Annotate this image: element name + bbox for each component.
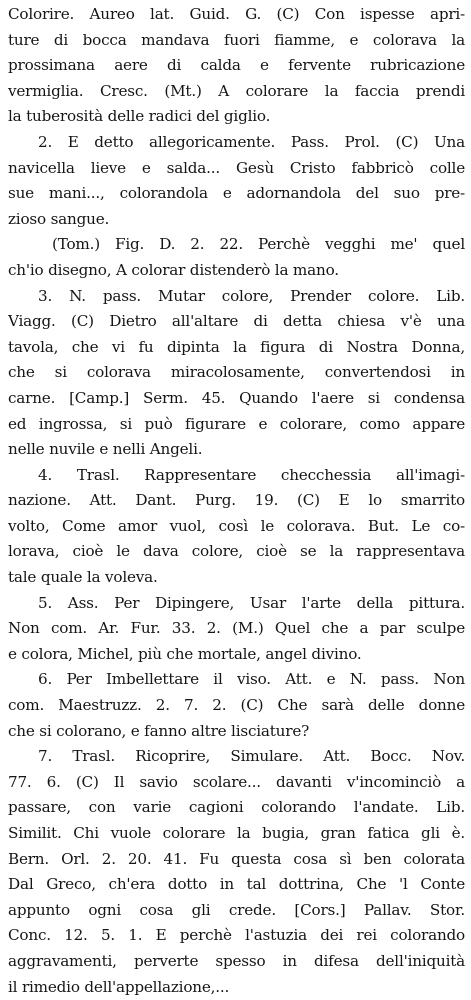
text-line: che si colorava miracolosamente, convertendosi in bbox=[8, 363, 465, 382]
text-line: navicella lieve e salda... Gesù Cristo fabbricò colle bbox=[8, 158, 465, 177]
text-line: com. Maestruzz. 2. 7. 2. (C) Che sarà delle donne bbox=[8, 696, 465, 715]
text-line: 6. Per Imbellettare il viso. Att. e N. pass. Non bbox=[38, 670, 465, 689]
text-line: 5. Ass. Per Dipingere, Usar l'arte della pittura. bbox=[38, 593, 465, 612]
text-line: 4. Trasl. Rappresentare checchessia all'imagi- bbox=[38, 465, 465, 484]
text-line: zioso sangue. bbox=[8, 209, 110, 228]
text-line: la tuberosità delle radici del giglio. bbox=[8, 107, 271, 126]
text-line: vermiglia. Cresc. (Mt.) A colorare la faccia prendi bbox=[8, 81, 465, 100]
text-line: tale quale la voleva. bbox=[8, 568, 158, 587]
text-line: prossimana aere di calda e fervente rubricazione bbox=[8, 56, 465, 75]
text-line: Non com. Ar. Fur. 33. 2. (M.) Quel che a par sculpe bbox=[8, 619, 465, 638]
text-line: nazione. Att. Dant. Purg. 19. (C) E lo smarrito bbox=[8, 491, 465, 510]
text-line: Conc. 12. 5. 1. E perchè l'astuzia dei rei colorando bbox=[8, 926, 465, 945]
text-line: ture di bocca mandava fuori fiamme, e colorava la bbox=[8, 30, 465, 49]
text-line: il rimedio dell'appellazione,... bbox=[8, 977, 230, 996]
text-line: carne. [Camp.] Serm. 45. Quando l'aere si condensa bbox=[8, 388, 465, 407]
text-line: 77. 6. (C) Il savio scolare... davanti v'incominciò a bbox=[8, 772, 465, 791]
text-line: 3. N. pass. Mutar colore, Prender colore. Lib. bbox=[38, 286, 465, 305]
text-line: 7. Trasl. Ricoprire, Simulare. Att. Bocc. Nov. bbox=[38, 747, 465, 766]
text-line: Viagg. (C) Dietro all'altare di detta chiesa v'è una bbox=[8, 312, 465, 331]
text-line: ch'io disegno, A colorar distenderò la mano. bbox=[8, 260, 339, 279]
text-line: lorava, cioè le dava colore, cioè se la rappresentava bbox=[8, 542, 465, 561]
text-line: 2. E detto allegoricamente. Pass. Prol. (C) Una bbox=[38, 132, 465, 151]
text-line: passare, con varie cagioni colorando l'andate. Lib. bbox=[8, 798, 465, 817]
text-line: Similit. Chi vuole colorare la bugia, gran fatica gli è. bbox=[8, 824, 465, 842]
text-line: aggravamenti, perverte spesso in difesa dell'iniquità bbox=[8, 951, 465, 970]
text-line: Bern. Orl. 2. 20. 41. Fu questa cosa sì ben colorata bbox=[8, 849, 465, 868]
text-line: appunto ogni cosa gli crede. [Cors.] Pallav. Stor. bbox=[8, 900, 465, 919]
text-line: volto, Come amor vuol, così le colorava. But. Le co- bbox=[8, 516, 465, 535]
text-line: (Tom.) Fig. D. 2. 22. Perchè vegghi me' quel bbox=[52, 235, 465, 254]
text-line: sue mani..., colorandola e adornandola del suo pre- bbox=[8, 184, 465, 203]
text-line: Colorire. Aureo lat. Guid. G. (C) Con ispesse apri- bbox=[8, 5, 465, 23]
text-line: tavola, che vi fu dipinta la figura di Nostra Donna, bbox=[8, 337, 465, 356]
text-line: nelle nuvile e nelli Angeli. bbox=[8, 440, 203, 459]
text-line: che si colorano, e fanno altre lisciature? bbox=[8, 721, 310, 740]
text-line: ed ingrossa, si può figurare e colorare, como appare bbox=[8, 414, 465, 433]
text-line: e colora, Michel, più che mortale, angel divino. bbox=[8, 644, 362, 663]
text-line: Dal Greco, ch'era dotto in tal dottrina, Che 'l Conte bbox=[8, 875, 465, 894]
